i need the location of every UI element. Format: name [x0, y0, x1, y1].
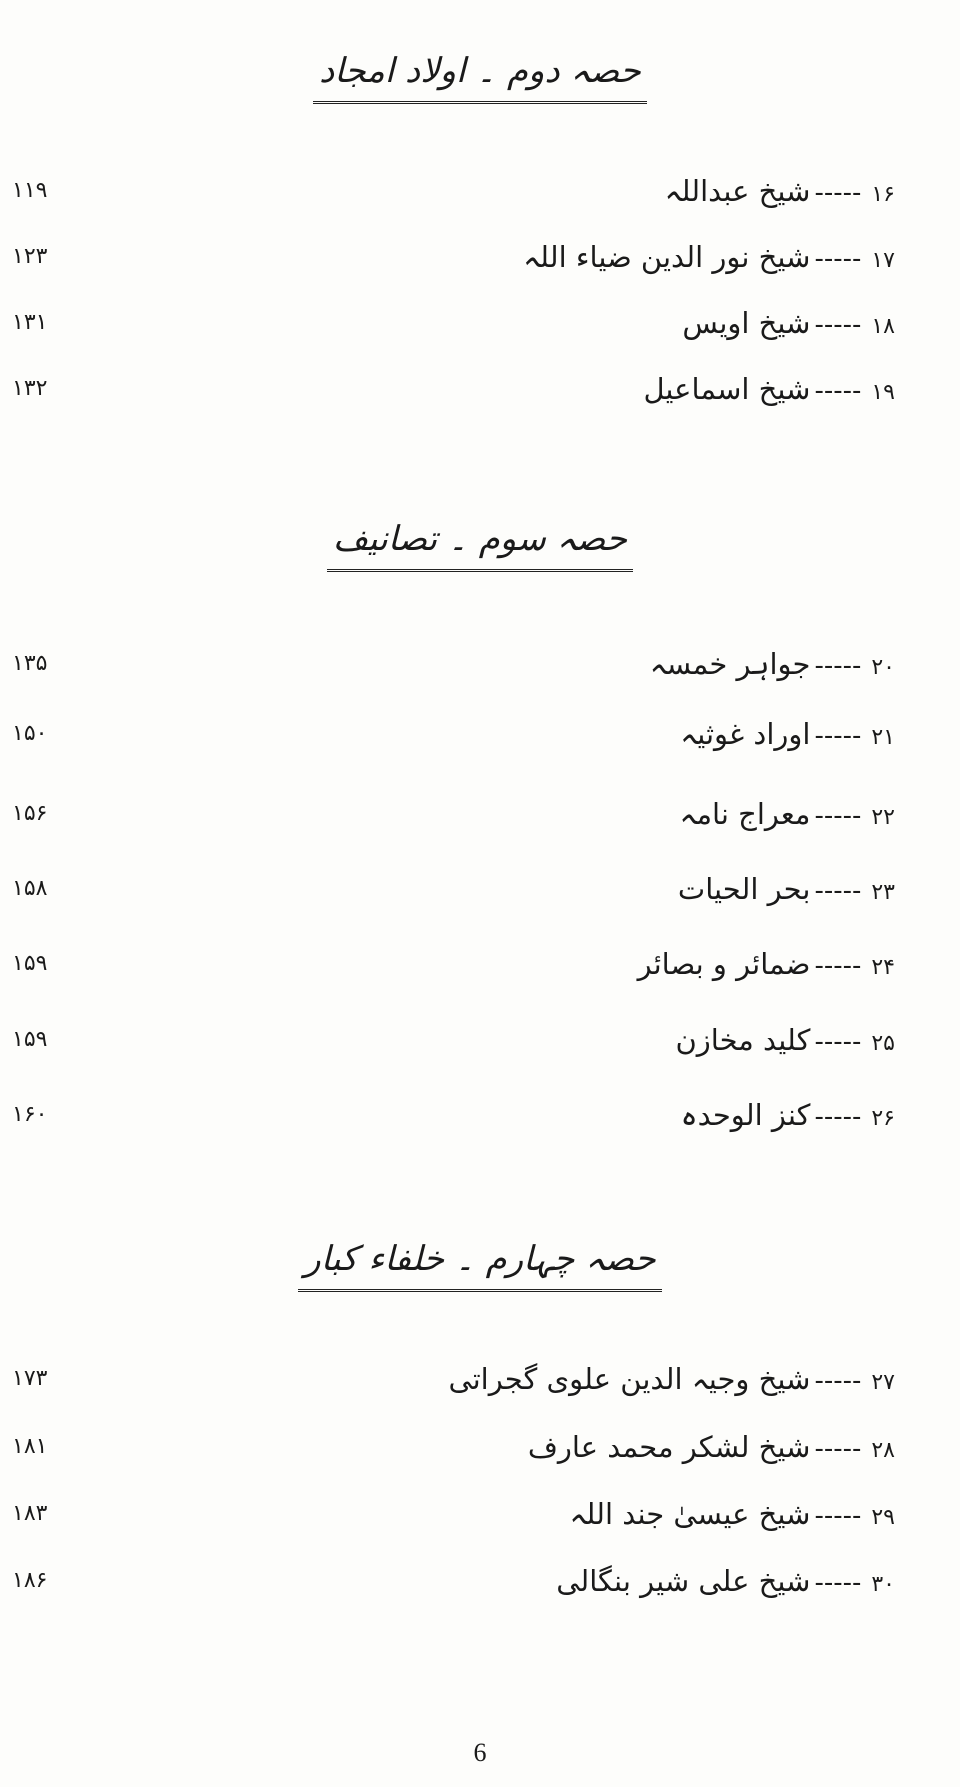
- entry-leader: -----: [814, 801, 862, 831]
- entry-label: [650, 640, 895, 692]
- entry-page-number: ۱۱۹: [12, 178, 48, 203]
- entry-page-number: ۱۳۲: [12, 376, 48, 401]
- entry-title: شیخ عبداللہ: [664, 174, 811, 208]
- entry-title: شیخ عیسیٰ جند اللہ: [569, 1497, 811, 1531]
- entry-leader: -----: [814, 1501, 862, 1531]
- entry-leader: -----: [814, 376, 862, 406]
- section-heading: [0, 50, 960, 104]
- entry-leader: -----: [814, 721, 862, 751]
- toc-entry: [0, 1423, 960, 1471]
- entry-title: ضمائر و بصائر: [637, 947, 811, 981]
- section-heading: [0, 518, 960, 572]
- toc-entry: [0, 940, 960, 988]
- section-heading: [0, 1238, 960, 1292]
- entry-leader: -----: [814, 1568, 862, 1598]
- toc-entry: [0, 299, 960, 347]
- page-folio-number: 6: [473, 1738, 487, 1767]
- entry-title: جواہر خمسہ: [649, 647, 811, 681]
- entry-leader: -----: [814, 310, 862, 340]
- entry-label: [556, 1557, 895, 1609]
- entry-label: [643, 365, 895, 417]
- toc-entry: [0, 1016, 960, 1064]
- entry-leader: -----: [814, 1027, 862, 1057]
- entry-label: [448, 1355, 895, 1407]
- toc-entry: [0, 1355, 960, 1403]
- entry-label: [528, 1423, 895, 1475]
- entry-title: شیخ نور الدین ضیاء اللہ: [523, 240, 811, 274]
- entry-number: ۲۴: [871, 955, 895, 980]
- toc-entry: [0, 1490, 960, 1538]
- entry-number: ۲۱: [871, 725, 895, 750]
- entry-page-number: ۱۸۱: [12, 1434, 48, 1459]
- entry-number: ۲۸: [871, 1438, 895, 1463]
- entry-number: ۱۶: [871, 182, 895, 207]
- entry-page-number: ۱۸۶: [12, 1568, 48, 1593]
- entry-number: ۲۰: [871, 655, 895, 680]
- entry-title: اوراد غوثیہ: [680, 717, 811, 751]
- toc-entry: [0, 790, 960, 838]
- toc-entry: [0, 865, 960, 913]
- section-heading-text: حصہ دوم ۔ اولاد امجاد: [313, 50, 647, 104]
- entry-leader: -----: [814, 1366, 862, 1396]
- toc-entry: [0, 365, 960, 413]
- entry-page-number: ۱۷۳: [12, 1366, 48, 1391]
- entry-page-number: ۱۶۰: [12, 1102, 48, 1127]
- entry-label: [678, 865, 895, 917]
- entry-number: ۲۵: [871, 1031, 895, 1056]
- entry-number: ۱۹: [871, 380, 895, 405]
- entry-label: [680, 710, 895, 762]
- entry-page-number: ۱۵۹: [12, 1027, 48, 1052]
- entry-title: کنز الوحدہ: [680, 1098, 811, 1132]
- toc-entry: [0, 167, 960, 215]
- toc-entry: [0, 710, 960, 758]
- entry-leader: -----: [814, 178, 862, 208]
- toc-entry: [0, 1091, 960, 1139]
- toc-entry: [0, 233, 960, 281]
- entry-number: ۲۹: [871, 1505, 895, 1530]
- entry-number: ۲۲: [871, 805, 895, 830]
- toc-entry: [0, 640, 960, 688]
- entry-label: [638, 940, 895, 992]
- entry-number: ۱۸: [871, 314, 895, 339]
- toc-entry: [0, 1557, 960, 1605]
- section-heading-text: حصہ چہارم ۔ خلفاء کبار: [298, 1238, 661, 1292]
- entry-title: کلید مخازن: [675, 1023, 811, 1057]
- entry-page-number: ۱۳۵: [12, 651, 48, 676]
- entry-label: [681, 1091, 895, 1143]
- entry-number: ۲۶: [871, 1106, 895, 1131]
- entry-title: بحر الحیات: [677, 872, 811, 906]
- entry-page-number: ۱۵۹: [12, 951, 48, 976]
- entry-title: معراج نامہ: [679, 797, 811, 831]
- entry-number: ۲۳: [871, 880, 895, 905]
- entry-leader: -----: [814, 1102, 862, 1132]
- entry-title: شیخ وجیہ الدین علوی گجراتی: [448, 1362, 811, 1396]
- entry-number: ۳۰: [871, 1572, 895, 1597]
- entry-title: شیخ علی شیر بنگالی: [556, 1564, 811, 1598]
- entry-leader: -----: [814, 244, 862, 274]
- entry-label: [570, 1490, 895, 1542]
- entry-page-number: ۱۲۳: [12, 244, 48, 269]
- entry-page-number: ۱۵۶: [12, 801, 48, 826]
- entry-page-number: ۱۳۱: [12, 310, 48, 335]
- entry-leader: -----: [814, 951, 862, 981]
- entry-leader: -----: [814, 876, 862, 906]
- entry-leader: -----: [814, 1434, 862, 1464]
- entry-title: شیخ اسماعیل: [643, 372, 811, 406]
- entry-number: ۲۷: [871, 1370, 895, 1395]
- entry-label: [679, 790, 895, 842]
- entry-page-number: ۱۵۰: [12, 721, 48, 746]
- entry-label: [523, 233, 895, 285]
- entry-label: [682, 299, 895, 351]
- entry-number: ۱۷: [871, 248, 895, 273]
- entry-leader: -----: [814, 651, 862, 681]
- entry-title: شیخ اویس: [682, 306, 811, 340]
- entry-page-number: ۱۸۳: [12, 1501, 48, 1526]
- entry-label: [675, 1016, 895, 1068]
- entry-title: شیخ لشکر محمد عارف: [527, 1430, 811, 1464]
- section-heading-text: حصہ سوم ۔ تصانیف: [327, 518, 633, 572]
- entry-label: [665, 167, 895, 219]
- entry-page-number: ۱۵۸: [12, 876, 48, 901]
